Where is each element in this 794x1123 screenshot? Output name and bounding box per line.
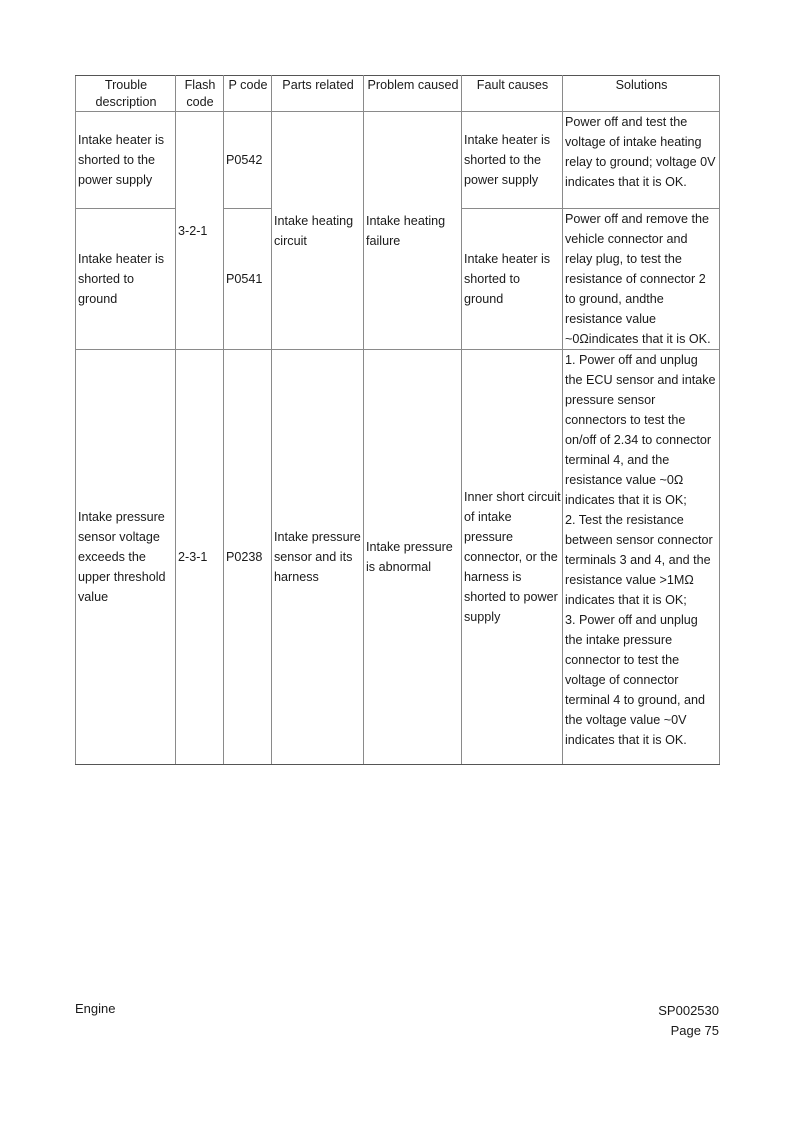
header-parts-related: Parts related	[272, 76, 364, 112]
cell-flash-code: 2-3-1	[176, 350, 224, 765]
cell-p-code: P0238	[224, 350, 272, 765]
cell-fault-causes: Inner short circuit of intake pressure connector, or the harness is shorted to power supply	[462, 350, 563, 765]
header-solutions: Solutions	[563, 76, 720, 112]
header-fault-causes: Fault causes	[462, 76, 563, 112]
cell-fault-causes: Intake heater is shorted to the power supply	[462, 112, 563, 209]
footer-section-name: Engine	[75, 1001, 116, 1016]
cell-fault-causes: Intake heater is shorted to ground	[462, 209, 563, 350]
cell-trouble-description: Intake heater is shorted to ground	[76, 209, 176, 350]
cell-solutions: Power off and remove the vehicle connector and relay plug, to test the resistance of connector 2 to ground, andthe resistance value ~0Ωindicates that it is OK.	[563, 209, 720, 350]
cell-p-code: P0542	[224, 112, 272, 209]
cell-parts-related: Intake heating circuit	[272, 112, 364, 350]
footer-doc-id: SP002530	[658, 1003, 719, 1018]
footer-page-number: Page 75	[670, 1023, 719, 1038]
header-flash-code: Flash code	[176, 76, 224, 112]
cell-problem-caused: Intake heating failure	[364, 112, 462, 350]
cell-trouble-description: Intake pressure sensor voltage exceeds the upper threshold value	[76, 350, 176, 765]
cell-trouble-description: Intake heater is shorted to the power supply	[76, 112, 176, 209]
cell-parts-related: Intake pressure sensor and its harness	[272, 350, 364, 765]
table-row	[76, 112, 720, 209]
header-trouble-description: Trouble description	[76, 76, 176, 112]
cell-solutions	[563, 350, 720, 765]
table-header-row	[76, 76, 720, 112]
cell-flash-code: 3-2-1	[176, 112, 224, 350]
cell-problem-caused: Intake pressure is abnormal	[364, 350, 462, 765]
cell-p-code: P0541	[224, 209, 272, 350]
solution-step: 3. Power off and unplug the intake pressure connector to test the voltage of connector terminal 4 to ground, and the voltage value ~0V indicates that it is OK.	[565, 613, 706, 747]
header-p-code: P code	[224, 76, 272, 112]
fault-code-table	[75, 75, 720, 765]
solution-step: 2. Test the resistance between sensor connector terminals 3 and 4, and the resistance value >1MΩ indicates that it is OK;	[565, 513, 713, 607]
footer-doc-info	[658, 1001, 719, 1041]
header-problem-caused: Problem caused	[364, 76, 462, 112]
cell-solutions: Power off and test the voltage of intake heating relay to ground; voltage 0V indicates that it is OK.	[563, 112, 720, 209]
solution-step: 1. Power off and unplug the ECU sensor and intake pressure sensor connectors to test the on/off of 2.34 to connector terminal 4, and the resistance value ~0Ω indicates that it is OK;	[565, 353, 716, 507]
table-row	[76, 350, 720, 765]
